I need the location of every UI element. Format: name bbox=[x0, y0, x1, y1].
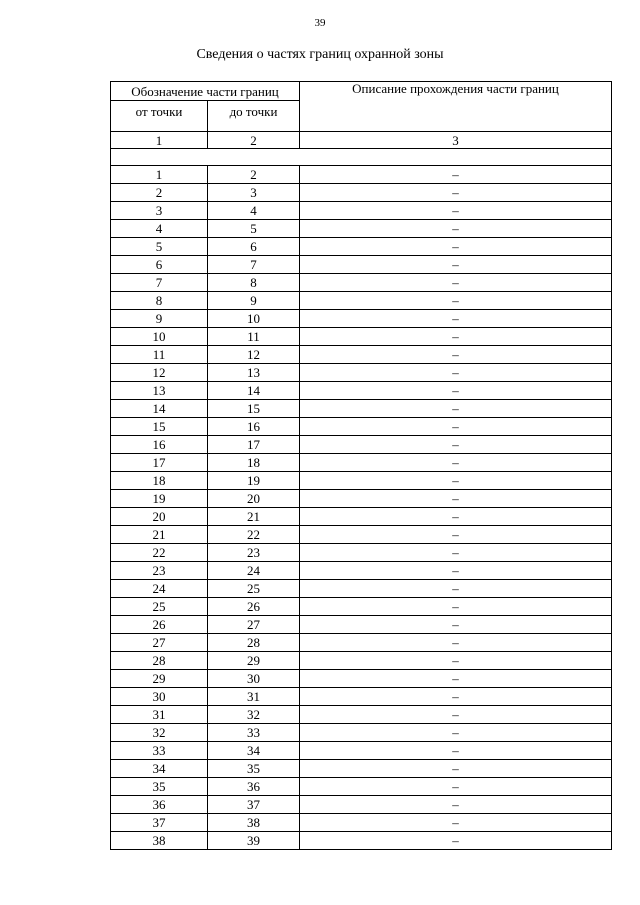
from-point-cell: 17 bbox=[111, 454, 208, 472]
table-row bbox=[111, 436, 612, 454]
table-row bbox=[111, 472, 612, 490]
to-point-cell: 36 bbox=[208, 778, 300, 796]
to-point-cell: 33 bbox=[208, 724, 300, 742]
table-row bbox=[111, 238, 612, 256]
from-point-cell: 27 bbox=[111, 634, 208, 652]
from-point-cell: 34 bbox=[111, 760, 208, 778]
table-row bbox=[111, 688, 612, 706]
to-point-cell: 29 bbox=[208, 652, 300, 670]
to-point-cell: 15 bbox=[208, 400, 300, 418]
to-point-cell: 34 bbox=[208, 742, 300, 760]
description-cell: – bbox=[300, 562, 612, 580]
from-point-cell: 33 bbox=[111, 742, 208, 760]
table-row bbox=[111, 580, 612, 598]
description-cell: – bbox=[300, 436, 612, 454]
to-point-cell: 38 bbox=[208, 814, 300, 832]
description-cell: – bbox=[300, 760, 612, 778]
header-to-point: до точки bbox=[208, 101, 300, 132]
table-row bbox=[111, 760, 612, 778]
description-cell: – bbox=[300, 706, 612, 724]
to-point-cell: 24 bbox=[208, 562, 300, 580]
description-cell: – bbox=[300, 742, 612, 760]
table-row bbox=[111, 778, 612, 796]
page-number: 39 bbox=[314, 17, 326, 29]
description-cell: – bbox=[300, 256, 612, 274]
description-cell: – bbox=[300, 580, 612, 598]
table-row bbox=[111, 670, 612, 688]
table-row bbox=[111, 202, 612, 220]
from-point-cell: 4 bbox=[111, 220, 208, 238]
to-point-cell: 37 bbox=[208, 796, 300, 814]
description-cell: – bbox=[300, 814, 612, 832]
from-point-cell: 15 bbox=[111, 418, 208, 436]
description-cell: – bbox=[300, 796, 612, 814]
from-point-cell: 22 bbox=[111, 544, 208, 562]
from-point-cell: 9 bbox=[111, 310, 208, 328]
description-cell: – bbox=[300, 832, 612, 850]
from-point-cell: 12 bbox=[111, 364, 208, 382]
description-cell: – bbox=[300, 418, 612, 436]
to-point-cell: 22 bbox=[208, 526, 300, 544]
from-point-cell: 1 bbox=[111, 166, 208, 184]
table-row bbox=[111, 220, 612, 238]
to-point-cell: 31 bbox=[208, 688, 300, 706]
description-cell: – bbox=[300, 454, 612, 472]
description-cell: – bbox=[300, 292, 612, 310]
from-point-cell: 8 bbox=[111, 292, 208, 310]
table-row bbox=[111, 256, 612, 274]
table-row bbox=[111, 706, 612, 724]
to-point-cell: 3 bbox=[208, 184, 300, 202]
from-point-cell: 6 bbox=[111, 256, 208, 274]
to-point-cell: 19 bbox=[208, 472, 300, 490]
to-point-cell: 23 bbox=[208, 544, 300, 562]
from-point-cell: 11 bbox=[111, 346, 208, 364]
table-row bbox=[111, 562, 612, 580]
table-row bbox=[111, 418, 612, 436]
from-point-cell: 35 bbox=[111, 778, 208, 796]
table-row bbox=[111, 310, 612, 328]
to-point-cell: 18 bbox=[208, 454, 300, 472]
table-row bbox=[111, 166, 612, 184]
description-cell: – bbox=[300, 778, 612, 796]
from-point-cell: 18 bbox=[111, 472, 208, 490]
table-row bbox=[111, 724, 612, 742]
description-cell: – bbox=[300, 472, 612, 490]
description-cell: – bbox=[300, 184, 612, 202]
table-header-row bbox=[111, 82, 612, 101]
description-cell: – bbox=[300, 166, 612, 184]
column-numbers-row bbox=[111, 132, 612, 149]
description-cell: – bbox=[300, 544, 612, 562]
from-point-cell: 36 bbox=[111, 796, 208, 814]
from-point-cell: 3 bbox=[111, 202, 208, 220]
description-cell: – bbox=[300, 490, 612, 508]
header-description: Описание прохождения части границ bbox=[300, 82, 612, 132]
table-row bbox=[111, 364, 612, 382]
from-point-cell: 13 bbox=[111, 382, 208, 400]
description-cell: – bbox=[300, 634, 612, 652]
to-point-cell: 6 bbox=[208, 238, 300, 256]
table-row bbox=[111, 400, 612, 418]
from-point-cell: 2 bbox=[111, 184, 208, 202]
column-number: 3 bbox=[300, 132, 612, 149]
description-cell: – bbox=[300, 364, 612, 382]
table-row bbox=[111, 634, 612, 652]
description-cell: – bbox=[300, 238, 612, 256]
table-row bbox=[111, 328, 612, 346]
description-cell: – bbox=[300, 652, 612, 670]
table-row bbox=[111, 382, 612, 400]
table-row bbox=[111, 508, 612, 526]
from-point-cell: 23 bbox=[111, 562, 208, 580]
table-row bbox=[111, 346, 612, 364]
to-point-cell: 4 bbox=[208, 202, 300, 220]
description-cell: – bbox=[300, 688, 612, 706]
description-cell: – bbox=[300, 202, 612, 220]
table-row bbox=[111, 274, 612, 292]
to-point-cell: 10 bbox=[208, 310, 300, 328]
from-point-cell: 16 bbox=[111, 436, 208, 454]
to-point-cell: 25 bbox=[208, 580, 300, 598]
from-point-cell: 26 bbox=[111, 616, 208, 634]
boundary-parts-table bbox=[110, 81, 612, 850]
to-point-cell: 9 bbox=[208, 292, 300, 310]
table-row bbox=[111, 742, 612, 760]
from-point-cell: 24 bbox=[111, 580, 208, 598]
to-point-cell: 14 bbox=[208, 382, 300, 400]
from-point-cell: 29 bbox=[111, 670, 208, 688]
description-cell: – bbox=[300, 598, 612, 616]
to-point-cell: 21 bbox=[208, 508, 300, 526]
table-row bbox=[111, 832, 612, 850]
table-row bbox=[111, 490, 612, 508]
from-point-cell: 14 bbox=[111, 400, 208, 418]
description-cell: – bbox=[300, 274, 612, 292]
description-cell: – bbox=[300, 724, 612, 742]
from-point-cell: 19 bbox=[111, 490, 208, 508]
description-cell: – bbox=[300, 526, 612, 544]
to-point-cell: 7 bbox=[208, 256, 300, 274]
from-point-cell: 7 bbox=[111, 274, 208, 292]
from-point-cell: 28 bbox=[111, 652, 208, 670]
page-title: Сведения о частях границ охранной зоны bbox=[196, 47, 444, 62]
description-cell: – bbox=[300, 220, 612, 238]
description-cell: – bbox=[300, 310, 612, 328]
to-point-cell: 26 bbox=[208, 598, 300, 616]
to-point-cell: 5 bbox=[208, 220, 300, 238]
to-point-cell: 16 bbox=[208, 418, 300, 436]
table-row bbox=[111, 814, 612, 832]
description-cell: – bbox=[300, 400, 612, 418]
table-row bbox=[111, 544, 612, 562]
to-point-cell: 27 bbox=[208, 616, 300, 634]
table-row bbox=[111, 598, 612, 616]
from-point-cell: 37 bbox=[111, 814, 208, 832]
table-row bbox=[111, 184, 612, 202]
description-cell: – bbox=[300, 670, 612, 688]
to-point-cell: 28 bbox=[208, 634, 300, 652]
table-row bbox=[111, 616, 612, 634]
to-point-cell: 2 bbox=[208, 166, 300, 184]
description-cell: – bbox=[300, 382, 612, 400]
table-row bbox=[111, 796, 612, 814]
description-cell: – bbox=[300, 328, 612, 346]
to-point-cell: 13 bbox=[208, 364, 300, 382]
description-cell: – bbox=[300, 346, 612, 364]
to-point-cell: 11 bbox=[208, 328, 300, 346]
header-boundary-designation: Обозначение части границ bbox=[111, 82, 300, 101]
from-point-cell: 38 bbox=[111, 832, 208, 850]
table-row bbox=[111, 652, 612, 670]
column-number: 1 bbox=[111, 132, 208, 149]
from-point-cell: 5 bbox=[111, 238, 208, 256]
table-row bbox=[111, 292, 612, 310]
to-point-cell: 8 bbox=[208, 274, 300, 292]
to-point-cell: 12 bbox=[208, 346, 300, 364]
to-point-cell: 32 bbox=[208, 706, 300, 724]
column-number: 2 bbox=[208, 132, 300, 149]
to-point-cell: 17 bbox=[208, 436, 300, 454]
from-point-cell: 21 bbox=[111, 526, 208, 544]
header-from-point: от точки bbox=[111, 101, 208, 132]
table-row bbox=[111, 526, 612, 544]
from-point-cell: 25 bbox=[111, 598, 208, 616]
from-point-cell: 31 bbox=[111, 706, 208, 724]
to-point-cell: 39 bbox=[208, 832, 300, 850]
from-point-cell: 10 bbox=[111, 328, 208, 346]
from-point-cell: 20 bbox=[111, 508, 208, 526]
blank-cell bbox=[111, 149, 612, 166]
table-row bbox=[111, 454, 612, 472]
to-point-cell: 30 bbox=[208, 670, 300, 688]
to-point-cell: 35 bbox=[208, 760, 300, 778]
from-point-cell: 32 bbox=[111, 724, 208, 742]
blank-row bbox=[111, 149, 612, 166]
from-point-cell: 30 bbox=[111, 688, 208, 706]
description-cell: – bbox=[300, 508, 612, 526]
to-point-cell: 20 bbox=[208, 490, 300, 508]
description-cell: – bbox=[300, 616, 612, 634]
